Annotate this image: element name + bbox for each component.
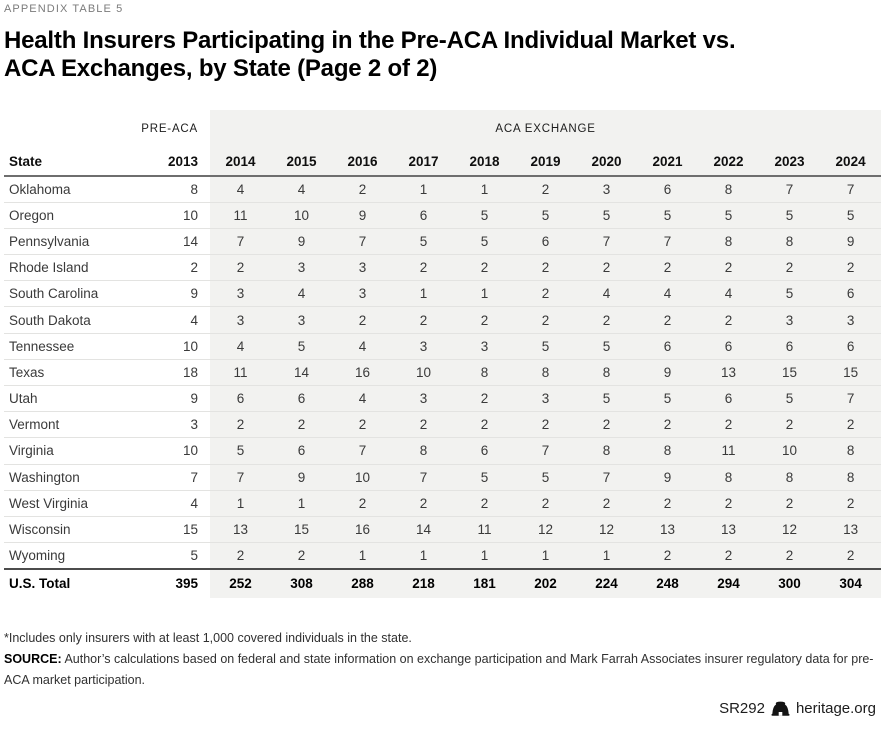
report-id: SR292 — [719, 700, 765, 717]
exchange-value: 1 — [454, 543, 515, 569]
exchange-value: 2 — [698, 490, 759, 516]
table-row — [4, 281, 881, 307]
exchange-value: 2 — [698, 307, 759, 333]
site-link: heritage.org — [795, 700, 876, 717]
column-header-2018: 2018 — [454, 148, 515, 176]
exchange-value: 5 — [454, 464, 515, 490]
table-row — [4, 490, 881, 516]
exchange-value: 2 — [637, 543, 698, 569]
exchange-value: 2 — [393, 412, 454, 438]
exchange-value: 12 — [759, 516, 820, 542]
exchange-value: 6 — [820, 281, 881, 307]
exchange-value: 2 — [393, 490, 454, 516]
column-header-2023: 2023 — [759, 148, 820, 176]
exchange-value: 2 — [637, 255, 698, 281]
table-row — [4, 359, 881, 385]
state-cell: South Carolina — [4, 281, 134, 307]
exchange-value: 13 — [698, 359, 759, 385]
exchange-value: 9 — [637, 359, 698, 385]
pre-aca-group-header: PRE-ACA — [141, 123, 198, 135]
state-cell: Wyoming — [4, 543, 134, 569]
exchange-value: 15 — [820, 359, 881, 385]
exchange-value: 5 — [393, 228, 454, 254]
exchange-value: 6 — [759, 333, 820, 359]
exchange-value: 2 — [515, 412, 576, 438]
column-header-2022: 2022 — [698, 148, 759, 176]
footnote-asterisk: *Includes only insurers with at least 1,000 covered individuals in the state. — [4, 630, 412, 645]
exchange-value: 3 — [393, 333, 454, 359]
insurers-table — [4, 110, 881, 598]
exchange-value: 2 — [759, 412, 820, 438]
exchange-value: 5 — [576, 202, 637, 228]
exchange-value: 13 — [210, 516, 271, 542]
exchange-value: 2 — [759, 490, 820, 516]
exchange-value: 8 — [698, 228, 759, 254]
exchange-value: 11 — [210, 359, 271, 385]
exchange-value: 5 — [210, 438, 271, 464]
pre-aca-value: 395 — [134, 569, 210, 598]
exchange-value: 6 — [271, 386, 332, 412]
exchange-value: 7 — [332, 228, 393, 254]
exchange-value: 3 — [332, 255, 393, 281]
exchange-value: 2 — [515, 255, 576, 281]
table-row — [4, 202, 881, 228]
exchange-value: 288 — [332, 569, 393, 598]
exchange-value: 7 — [576, 228, 637, 254]
footnotes — [4, 628, 881, 691]
state-cell: Wisconsin — [4, 516, 134, 542]
column-header-state: State — [4, 148, 134, 176]
pre-aca-value: 15 — [134, 516, 210, 542]
exchange-value: 8 — [637, 438, 698, 464]
exchange-value: 4 — [210, 333, 271, 359]
pre-aca-value: 5 — [134, 543, 210, 569]
pre-aca-value: 7 — [134, 464, 210, 490]
exchange-value: 15 — [271, 516, 332, 542]
exchange-value: 11 — [698, 438, 759, 464]
exchange-value: 6 — [820, 333, 881, 359]
pre-aca-value: 2 — [134, 255, 210, 281]
exchange-value: 5 — [515, 333, 576, 359]
exchange-value: 1 — [210, 490, 271, 516]
exchange-value: 2 — [210, 412, 271, 438]
exchange-value: 5 — [515, 202, 576, 228]
state-cell: Texas — [4, 359, 134, 385]
exchange-value: 2 — [393, 307, 454, 333]
heritage-bell-icon — [771, 701, 790, 717]
group-header-spacer — [4, 110, 134, 148]
exchange-value: 1 — [393, 176, 454, 202]
exchange-value: 12 — [576, 516, 637, 542]
exchange-value: 2 — [759, 255, 820, 281]
exchange-value: 2 — [454, 412, 515, 438]
aca-exchange-group-header: ACA EXCHANGE — [210, 110, 881, 148]
column-header-2016: 2016 — [332, 148, 393, 176]
state-cell: Tennessee — [4, 333, 134, 359]
exchange-value: 5 — [637, 202, 698, 228]
state-cell: Pennsylvania — [4, 228, 134, 254]
table-row — [4, 333, 881, 359]
exchange-value: 2 — [210, 255, 271, 281]
source-label: SOURCE: — [4, 651, 62, 666]
exchange-value: 4 — [210, 176, 271, 202]
exchange-value: 1 — [576, 543, 637, 569]
exchange-value: 1 — [454, 281, 515, 307]
column-header-2021: 2021 — [637, 148, 698, 176]
state-cell: Utah — [4, 386, 134, 412]
exchange-value: 308 — [271, 569, 332, 598]
exchange-value: 2 — [759, 543, 820, 569]
exchange-value: 4 — [271, 281, 332, 307]
exchange-value: 4 — [698, 281, 759, 307]
exchange-value: 9 — [820, 228, 881, 254]
exchange-value: 2 — [820, 490, 881, 516]
exchange-value: 8 — [759, 228, 820, 254]
exchange-value: 7 — [820, 176, 881, 202]
table-row — [4, 438, 881, 464]
exchange-value: 3 — [576, 176, 637, 202]
exchange-value: 2 — [820, 412, 881, 438]
exchange-value: 3 — [332, 281, 393, 307]
state-cell: Oklahoma — [4, 176, 134, 202]
exchange-value: 7 — [820, 386, 881, 412]
exchange-value: 8 — [576, 359, 637, 385]
exchange-value: 9 — [637, 464, 698, 490]
table-row — [4, 307, 881, 333]
exchange-value: 7 — [332, 438, 393, 464]
exchange-value: 4 — [637, 281, 698, 307]
page-title-line2: ACA Exchanges, by State (Page 2 of 2) — [4, 55, 438, 82]
exchange-value: 8 — [393, 438, 454, 464]
exchange-value: 10 — [271, 202, 332, 228]
exchange-value: 3 — [271, 307, 332, 333]
pre-aca-value: 8 — [134, 176, 210, 202]
exchange-value: 2 — [454, 255, 515, 281]
page-title-line1: Health Insurers Participating in the Pre-ACA Individual Market vs. — [4, 27, 736, 54]
state-cell: Vermont — [4, 412, 134, 438]
exchange-value: 15 — [759, 359, 820, 385]
pre-aca-value: 4 — [134, 307, 210, 333]
exchange-value: 5 — [759, 386, 820, 412]
state-cell: Virginia — [4, 438, 134, 464]
column-header-2024: 2024 — [820, 148, 881, 176]
exchange-value: 6 — [515, 228, 576, 254]
exchange-value: 294 — [698, 569, 759, 598]
pre-aca-value: 4 — [134, 490, 210, 516]
exchange-value: 10 — [759, 438, 820, 464]
exchange-value: 10 — [332, 464, 393, 490]
exchange-value: 6 — [698, 333, 759, 359]
exchange-value: 16 — [332, 359, 393, 385]
exchange-value: 2 — [332, 490, 393, 516]
state-cell: West Virginia — [4, 490, 134, 516]
exchange-value: 5 — [759, 202, 820, 228]
column-header-2020: 2020 — [576, 148, 637, 176]
exchange-value: 6 — [393, 202, 454, 228]
exchange-value: 3 — [454, 333, 515, 359]
report-footer — [719, 700, 876, 717]
exchange-value: 13 — [820, 516, 881, 542]
exchange-value: 11 — [210, 202, 271, 228]
exchange-value: 16 — [332, 516, 393, 542]
exchange-value: 2 — [393, 255, 454, 281]
pre-aca-value: 9 — [134, 386, 210, 412]
exchange-value: 1 — [515, 543, 576, 569]
exchange-value: 218 — [393, 569, 454, 598]
exchange-value: 2 — [576, 307, 637, 333]
exchange-value: 10 — [393, 359, 454, 385]
exchange-value: 11 — [454, 516, 515, 542]
exchange-value: 248 — [637, 569, 698, 598]
exchange-value: 2 — [332, 412, 393, 438]
pre-aca-value: 10 — [134, 333, 210, 359]
exchange-value: 3 — [210, 307, 271, 333]
pre-aca-value: 10 — [134, 438, 210, 464]
exchange-value: 14 — [393, 516, 454, 542]
exchange-value: 5 — [820, 202, 881, 228]
column-header-2019: 2019 — [515, 148, 576, 176]
exchange-value: 1 — [454, 176, 515, 202]
state-cell: Oregon — [4, 202, 134, 228]
source-text: Author’s calculations based on federal and state information on exchange participation and Mark Farrah Associates insurer regulatory data for pre-ACA market participation. — [4, 651, 874, 687]
exchange-value: 300 — [759, 569, 820, 598]
exchange-value: 14 — [271, 359, 332, 385]
exchange-value: 5 — [698, 202, 759, 228]
table-row — [4, 386, 881, 412]
exchange-value: 2 — [515, 176, 576, 202]
exchange-value: 5 — [271, 333, 332, 359]
pre-aca-value: 10 — [134, 202, 210, 228]
page-title — [4, 27, 881, 83]
exchange-value: 4 — [576, 281, 637, 307]
column-header-2013: 2013 — [134, 148, 210, 176]
exchange-value: 3 — [515, 386, 576, 412]
exchange-value: 3 — [210, 281, 271, 307]
exchange-value: 2 — [454, 307, 515, 333]
exchange-value: 12 — [515, 516, 576, 542]
exchange-value: 2 — [332, 307, 393, 333]
exchange-value: 8 — [454, 359, 515, 385]
source-note — [4, 649, 881, 691]
exchange-value: 6 — [637, 333, 698, 359]
state-cell: Rhode Island — [4, 255, 134, 281]
exchange-value: 2 — [271, 543, 332, 569]
group-header-row — [4, 110, 881, 148]
exchange-value: 252 — [210, 569, 271, 598]
exchange-value: 7 — [393, 464, 454, 490]
pre-aca-value: 14 — [134, 228, 210, 254]
exchange-value: 8 — [820, 464, 881, 490]
exchange-value: 2 — [698, 255, 759, 281]
exchange-value: 9 — [271, 228, 332, 254]
pre-aca-value: 3 — [134, 412, 210, 438]
pre-aca-value: 9 — [134, 281, 210, 307]
table-row — [4, 255, 881, 281]
exchange-value: 2 — [515, 281, 576, 307]
exchange-value: 6 — [637, 176, 698, 202]
exchange-value: 7 — [637, 228, 698, 254]
exchange-value: 7 — [576, 464, 637, 490]
exchange-value: 2 — [454, 386, 515, 412]
exchange-value: 181 — [454, 569, 515, 598]
exchange-value: 2 — [454, 490, 515, 516]
exchange-value: 5 — [576, 333, 637, 359]
exchange-value: 7 — [210, 464, 271, 490]
exchange-value: 8 — [698, 176, 759, 202]
exchange-value: 1 — [332, 543, 393, 569]
exchange-value: 6 — [271, 438, 332, 464]
exchange-value: 7 — [515, 438, 576, 464]
table-row — [4, 412, 881, 438]
exchange-value: 8 — [576, 438, 637, 464]
exchange-value: 2 — [576, 412, 637, 438]
exchange-value: 2 — [820, 543, 881, 569]
exchange-value: 4 — [332, 333, 393, 359]
exchange-value: 1 — [393, 543, 454, 569]
table-row — [4, 228, 881, 254]
exchange-value: 2 — [576, 490, 637, 516]
exchange-value: 8 — [515, 359, 576, 385]
appendix-label: APPENDIX TABLE 5 — [4, 3, 124, 15]
exchange-value: 2 — [637, 307, 698, 333]
table-row — [4, 176, 881, 202]
table-row — [4, 543, 881, 569]
table-row — [4, 464, 881, 490]
table-row — [4, 516, 881, 542]
exchange-value: 2 — [698, 412, 759, 438]
exchange-value: 5 — [454, 228, 515, 254]
column-header-2015: 2015 — [271, 148, 332, 176]
exchange-value: 5 — [637, 386, 698, 412]
total-row — [4, 569, 881, 598]
exchange-value: 3 — [820, 307, 881, 333]
exchange-value: 3 — [393, 386, 454, 412]
pre-aca-value: 18 — [134, 359, 210, 385]
exchange-value: 9 — [332, 202, 393, 228]
exchange-value: 1 — [393, 281, 454, 307]
exchange-value: 7 — [210, 228, 271, 254]
exchange-value: 3 — [271, 255, 332, 281]
exchange-value: 4 — [332, 386, 393, 412]
exchange-value: 13 — [698, 516, 759, 542]
state-cell: U.S. Total — [4, 569, 134, 598]
exchange-value: 304 — [820, 569, 881, 598]
exchange-value: 2 — [515, 307, 576, 333]
exchange-value: 6 — [698, 386, 759, 412]
state-cell: South Dakota — [4, 307, 134, 333]
exchange-value: 5 — [454, 202, 515, 228]
state-cell: Washington — [4, 464, 134, 490]
exchange-value: 9 — [271, 464, 332, 490]
exchange-value: 5 — [759, 281, 820, 307]
exchange-value: 8 — [698, 464, 759, 490]
exchange-value: 2 — [637, 490, 698, 516]
exchange-value: 8 — [759, 464, 820, 490]
exchange-value: 13 — [637, 516, 698, 542]
exchange-value: 7 — [759, 176, 820, 202]
exchange-value: 1 — [271, 490, 332, 516]
exchange-value: 2 — [637, 412, 698, 438]
exchange-value: 5 — [576, 386, 637, 412]
exchange-value: 6 — [454, 438, 515, 464]
exchange-value: 2 — [698, 543, 759, 569]
exchange-value: 5 — [515, 464, 576, 490]
exchange-value: 202 — [515, 569, 576, 598]
exchange-value: 2 — [576, 255, 637, 281]
column-header-2014: 2014 — [210, 148, 271, 176]
exchange-value: 2 — [515, 490, 576, 516]
exchange-value: 4 — [271, 176, 332, 202]
column-header-row — [4, 148, 881, 176]
exchange-value: 2 — [210, 543, 271, 569]
exchange-value: 8 — [820, 438, 881, 464]
column-header-2017: 2017 — [393, 148, 454, 176]
exchange-value: 6 — [210, 386, 271, 412]
exchange-value: 224 — [576, 569, 637, 598]
exchange-value: 2 — [820, 255, 881, 281]
exchange-value: 3 — [759, 307, 820, 333]
exchange-value: 2 — [271, 412, 332, 438]
exchange-value: 2 — [332, 176, 393, 202]
